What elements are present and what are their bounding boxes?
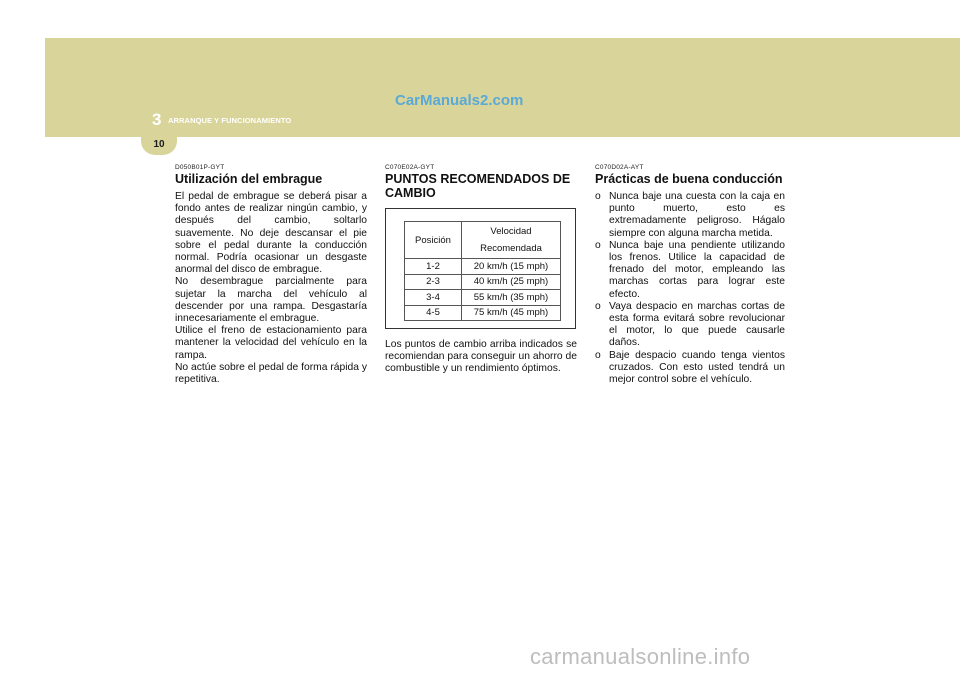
- section-title: PUNTOS RECOMENDADOS DE CAMBIO: [385, 172, 571, 200]
- site-watermark-link[interactable]: CarManuals2.com: [395, 92, 524, 109]
- footer-watermark-link[interactable]: carmanualsonline.info: [530, 644, 751, 669]
- chapter-title: ARRANQUE Y FUNCIONAMIENTO: [168, 116, 292, 125]
- section-code: D050B01P-GYT: [175, 164, 225, 171]
- section-code: C070E02A-GYT: [385, 164, 435, 171]
- section-title: Utilización del embrague: [175, 172, 323, 186]
- list-item-text: Vaya despacio en marchas cortas de esta forma evitará sobre revolucionar el motor, lo que puede causarle daños.: [609, 300, 785, 349]
- cell-speed: 40 km/h (25 mph): [462, 274, 561, 290]
- cell-position: 4-5: [405, 305, 462, 321]
- cell-speed: 55 km/h (35 mph): [462, 290, 561, 306]
- list-item: [595, 301, 785, 350]
- list-item: [595, 240, 785, 301]
- bullet-marker: o: [595, 239, 601, 251]
- cell-position: 3-4: [405, 290, 462, 306]
- list-item-text: Nunca baje una pendiente utilizando los frenos. Utilice la capacidad de frenado del motor, empleando las marchas cortas para lograr este efecto.: [609, 239, 785, 300]
- section-clutch-use: [175, 164, 367, 386]
- list-item: [595, 350, 785, 387]
- table-header-row: [405, 222, 561, 259]
- list-item-text: Nunca baje una cuesta con la caja en punto muerto, esto es extremadamente peligroso. Hágalo siempre con alguna marcha metida.: [609, 191, 785, 239]
- list-item: [595, 191, 785, 240]
- table-row: [405, 290, 561, 306]
- cell-position: 2-3: [405, 274, 462, 290]
- page-number: 10: [153, 139, 165, 150]
- header-position: Posición: [405, 222, 462, 259]
- shift-points-table: [404, 221, 561, 321]
- list-item-text: Baje despacio cuando tenga vientos cruzados. Con esto usted tendrá un mejor control sobre el vehículo.: [609, 349, 785, 386]
- section-good-driving: [595, 164, 785, 386]
- section-body: Los puntos de cambio arriba indicados se recomiendan para conseguir un ahorro de combustible y un rendimiento óptimos.: [385, 339, 577, 375]
- section-shift-points: [385, 164, 577, 376]
- driving-tips-list: [595, 191, 785, 386]
- table-row: [405, 274, 561, 290]
- table-row: [405, 305, 561, 321]
- header-speed-line2: Recomendada: [480, 243, 542, 254]
- section-title: Prácticas de buena conducción: [595, 172, 783, 186]
- cell-position: 1-2: [405, 259, 462, 275]
- cell-speed: 20 km/h (15 mph): [462, 259, 561, 275]
- header-speed: [462, 222, 561, 259]
- chapter-number: 3: [152, 110, 162, 129]
- table-row: [405, 259, 561, 275]
- shift-table-frame: [385, 208, 576, 329]
- section-code: C070D02A-AYT: [595, 164, 644, 171]
- bullet-marker: o: [595, 349, 601, 361]
- bullet-marker: o: [595, 191, 601, 202]
- bullet-marker: o: [595, 300, 601, 312]
- header-speed-line1: Velocidad: [490, 226, 532, 237]
- section-body: El pedal de embrague se deberá pisar a fondo antes de realizar ningún cambio, y después del cambio, soltarlo suavemente. No deje descansar el pie sobre el pedal durante la conducción normal. Podría ocasionar un desgaste anormal del disco de embrague. No desembrague parcialmente para sujetar la marcha del vehículo al descender por una rampa. Desgastaría innecesariamente el embrague. Utilice el freno de estacionamiento para mantener la velocidad del vehículo en la rampa. No actúe sobre el pedal de forma rápida y repetitiva.: [175, 191, 367, 386]
- cell-speed: 75 km/h (45 mph): [462, 305, 561, 321]
